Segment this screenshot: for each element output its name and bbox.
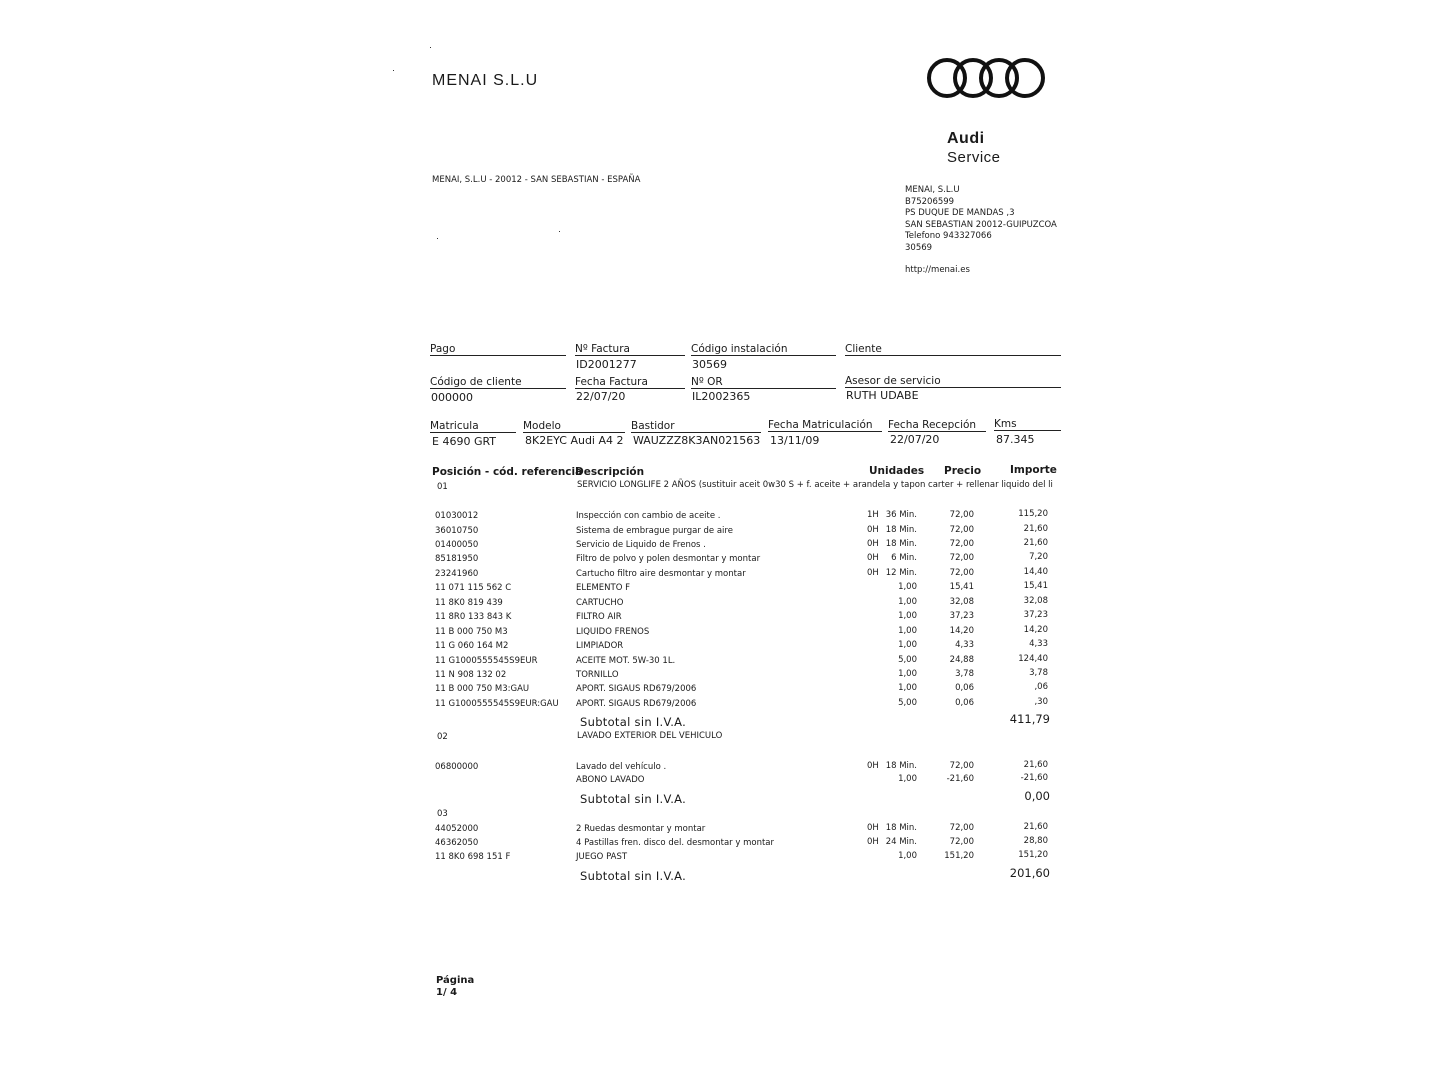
subtotal-value: 201,60	[1009, 866, 1050, 880]
line-description: JUEGO PAST	[576, 852, 628, 862]
line-price: 24,88	[949, 655, 974, 665]
subtotal-label: Subtotal sin I.V.A.	[580, 792, 687, 806]
subtotal-label: Subtotal sin I.V.A.	[580, 715, 687, 729]
line-reference: 01400050	[435, 540, 479, 550]
address-line: B75206599	[905, 196, 955, 207]
line-units: 24 Min.	[885, 837, 917, 847]
header-posicion: Posición - cód. referencia	[432, 466, 583, 478]
line-units: 1,00	[898, 669, 917, 679]
line-amount: 21,60	[1023, 524, 1048, 534]
line-price: 4,33	[955, 640, 974, 650]
line-reference: 11 B 000 750 M3	[435, 627, 508, 637]
bastidor-value: WAUZZZ8K3AN021563	[633, 434, 761, 447]
line-price: 72,00	[949, 761, 974, 771]
line-amount: 3,78	[1029, 668, 1048, 678]
line-description: Lavado del vehículo .	[576, 762, 667, 772]
scan-speck	[437, 238, 438, 239]
line-description: LIMPIADOR	[576, 641, 624, 651]
brand-line2: Service	[947, 149, 1001, 166]
header-unidades: Unidades	[869, 465, 925, 477]
line-description: 4 Pastillas fren. disco del. desmontar y montar	[576, 838, 775, 848]
asesor-value: RUTH UDABE	[846, 389, 919, 402]
scan-speck	[559, 231, 560, 232]
line-units: 36 Min.	[885, 510, 917, 520]
line-amount: 115,20	[1018, 509, 1048, 519]
section-position: 01	[437, 482, 448, 492]
line-price: 14,20	[949, 626, 974, 636]
line-hours: 0H	[867, 568, 879, 578]
issuer-address	[905, 185, 1057, 277]
line-units: 1,00	[898, 611, 917, 621]
line-hours: 0H	[867, 539, 879, 549]
line-price: 72,00	[949, 823, 974, 833]
line-price: 72,00	[949, 568, 974, 578]
line-price: 151,20	[944, 851, 974, 861]
line-amount: 14,40	[1023, 567, 1048, 577]
pago-label: Pago	[430, 343, 566, 356]
line-description: Inspección con cambio de aceite .	[576, 511, 721, 521]
line-amount: 151,20	[1018, 850, 1048, 860]
line-description: Cartucho filtro aire desmontar y montar	[576, 569, 746, 579]
fecha-recepcion-value: 22/07/20	[890, 433, 940, 446]
line-amount: -21,60	[1020, 773, 1048, 783]
page-value: 1/ 4	[436, 987, 458, 998]
num-or-label: Nº OR	[691, 376, 836, 389]
line-price: 37,23	[949, 611, 974, 621]
line-reference: 11 8K0 819 439	[435, 598, 503, 608]
line-units: 1,00	[898, 683, 917, 693]
line-amount: ,06	[1034, 682, 1048, 692]
line-units: 18 Min.	[885, 525, 917, 535]
section-title: LAVADO EXTERIOR DEL VEHICULO	[577, 731, 723, 741]
matricula-value: E 4690 GRT	[432, 435, 497, 448]
line-price: 72,00	[949, 539, 974, 549]
asesor-label: Asesor de servicio	[845, 375, 1061, 388]
num-or-value: IL2002365	[692, 390, 751, 403]
cliente-label: Cliente	[845, 343, 1061, 356]
line-units: 5,00	[898, 655, 917, 665]
website-link[interactable]: http://menai.es	[905, 265, 970, 275]
line-units: 18 Min.	[885, 761, 917, 771]
section-position: 02	[437, 732, 448, 742]
line-reference: 11 G 060 164 M2	[435, 641, 509, 651]
line-units: 1,00	[898, 851, 917, 861]
line-reference: 11 8K0 698 151 F	[435, 852, 511, 862]
line-units: 1,00	[898, 597, 917, 607]
line-amount: 14,20	[1023, 625, 1048, 635]
line-description: Sistema de embrague purgar de aire	[576, 526, 733, 536]
line-reference: 11 G1000555545S9EUR	[435, 656, 538, 666]
line-reference: 44052000	[435, 824, 479, 834]
fecha-matriculacion-value: 13/11/09	[770, 434, 820, 447]
line-description: FILTRO AIR	[576, 612, 622, 622]
line-amount: 37,23	[1023, 610, 1048, 620]
modelo-value: 8K2EYC Audi A4 2	[525, 434, 624, 447]
header-precio: Precio	[944, 465, 982, 477]
fecha-factura-label: Fecha Factura	[575, 376, 685, 389]
line-description: TORNILLO	[576, 670, 619, 680]
line-description: APORT. SIGAUS RD679/2006	[576, 699, 697, 709]
line-price: 72,00	[949, 510, 974, 520]
modelo-label: Modelo	[523, 420, 625, 433]
company-name: MENAI S.L.U	[432, 72, 539, 89]
scan-speck	[430, 47, 431, 48]
line-units: 18 Min.	[885, 823, 917, 833]
line-reference: 11 N 908 132 02	[435, 670, 507, 680]
line-reference: 11 G1000555545S9EUR:GAU	[435, 699, 559, 709]
header-importe: Importe	[1010, 464, 1057, 476]
line-amount: 21,60	[1023, 538, 1048, 548]
line-amount: 4,33	[1029, 639, 1048, 649]
factura-value: ID2001277	[576, 358, 637, 371]
line-hours: 0H	[867, 823, 879, 833]
line-reference: 11 8R0 133 843 K	[435, 612, 512, 622]
line-amount: 21,60	[1023, 760, 1048, 770]
line-reference: 85181950	[435, 554, 479, 564]
address-line: SAN SEBASTIAN 20012-GUIPUZCOA	[905, 219, 1057, 230]
section-position: 03	[437, 809, 448, 819]
line-amount: 21,60	[1023, 822, 1048, 832]
line-price: 15,41	[949, 582, 974, 592]
line-units: 1,00	[898, 640, 917, 650]
line-reference: 11 B 000 750 M3:GAU	[435, 684, 530, 694]
line-amount: 124,40	[1018, 654, 1048, 664]
line-hours: 0H	[867, 837, 879, 847]
line-amount: 28,80	[1023, 836, 1048, 846]
factura-label: Nº Factura	[575, 343, 685, 356]
subtotal-label: Subtotal sin I.V.A.	[580, 869, 687, 883]
line-description: ELEMENTO F	[576, 583, 631, 593]
matricula-label: Matricula	[430, 420, 516, 433]
kms-value: 87.345	[996, 433, 1035, 446]
bastidor-label: Bastidor	[631, 420, 761, 433]
audi-rings-logo	[926, 56, 1050, 100]
brand-block	[947, 130, 1001, 166]
line-description: Filtro de polvo y polen desmontar y montar	[576, 554, 761, 564]
subtotal-value: 411,79	[1009, 712, 1050, 726]
line-price: 0,06	[955, 683, 974, 693]
line-description: 2 Ruedas desmontar y montar	[576, 824, 706, 834]
line-reference: 01030012	[435, 511, 479, 521]
line-amount: 32,08	[1023, 596, 1048, 606]
line-description: ABONO LAVADO	[576, 775, 645, 785]
line-price: 72,00	[949, 553, 974, 563]
fecha-recepcion-label: Fecha Recepción	[888, 419, 986, 432]
kms-label: Kms	[994, 418, 1061, 431]
address-line: 30569	[905, 242, 933, 253]
line-reference: 46362050	[435, 838, 479, 848]
fecha-matriculacion-label: Fecha Matriculación	[768, 419, 882, 432]
line-units: 12 Min.	[885, 568, 917, 578]
line-reference: 36010750	[435, 526, 479, 536]
line-price: -21,60	[946, 774, 974, 784]
section-title: SERVICIO LONGLIFE 2 AÑOS (sustituir aceit 0w30 S + f. aceite + arandela y tapon carter + rellenar liquido del li	[577, 480, 1053, 490]
brand-line1: Audi	[947, 130, 985, 147]
line-description: Servicio de Liquido de Frenos .	[576, 540, 706, 550]
address-line: Telefono 943327066	[905, 231, 992, 241]
line-amount: 7,20	[1029, 552, 1048, 562]
fecha-factura-value: 22/07/20	[576, 390, 626, 403]
line-description: ACEITE MOT. 5W-30 1L.	[576, 656, 676, 666]
line-units: 1,00	[898, 774, 917, 784]
sender-line: MENAI, S.L.U - 20012 - SAN SEBASTIAN - ESPAÑA	[432, 175, 641, 185]
subtotal-value: 0,00	[1024, 789, 1050, 803]
scan-speck	[393, 70, 394, 71]
line-reference: 11 071 115 562 C	[435, 583, 512, 593]
line-reference: 06800000	[435, 762, 479, 772]
line-hours: 0H	[867, 525, 879, 535]
line-reference: 23241960	[435, 569, 479, 579]
instalacion-value: 30569	[692, 358, 727, 371]
line-price: 3,78	[955, 669, 974, 679]
line-price: 72,00	[949, 837, 974, 847]
line-description: APORT. SIGAUS RD679/2006	[576, 684, 697, 694]
line-description: CARTUCHO	[576, 598, 624, 608]
codigo-cliente-value: 000000	[431, 391, 473, 404]
line-amount: ,30	[1034, 697, 1048, 707]
page-indicator	[436, 975, 474, 999]
page-label: Página	[436, 975, 475, 986]
line-price: 32,08	[949, 597, 974, 607]
line-price: 0,06	[955, 698, 974, 708]
line-units: 6 Min.	[891, 553, 917, 563]
line-description: LIQUIDO FRENOS	[576, 627, 650, 637]
line-amount: 15,41	[1023, 581, 1048, 591]
address-line: PS DUQUE DE MANDAS ,3	[905, 208, 1015, 218]
instalacion-label: Código instalación	[691, 343, 836, 356]
line-units: 5,00	[898, 698, 917, 708]
line-hours: 0H	[867, 553, 879, 563]
codigo-cliente-label: Código de cliente	[430, 376, 566, 389]
line-hours: 1H	[867, 510, 879, 520]
line-units: 1,00	[898, 582, 917, 592]
line-price: 72,00	[949, 525, 974, 535]
line-units: 1,00	[898, 626, 917, 636]
line-hours: 0H	[867, 761, 879, 771]
header-descripcion: Descripción	[575, 466, 645, 478]
line-units: 18 Min.	[885, 539, 917, 549]
address-line: MENAI, S.L.U	[905, 185, 960, 195]
